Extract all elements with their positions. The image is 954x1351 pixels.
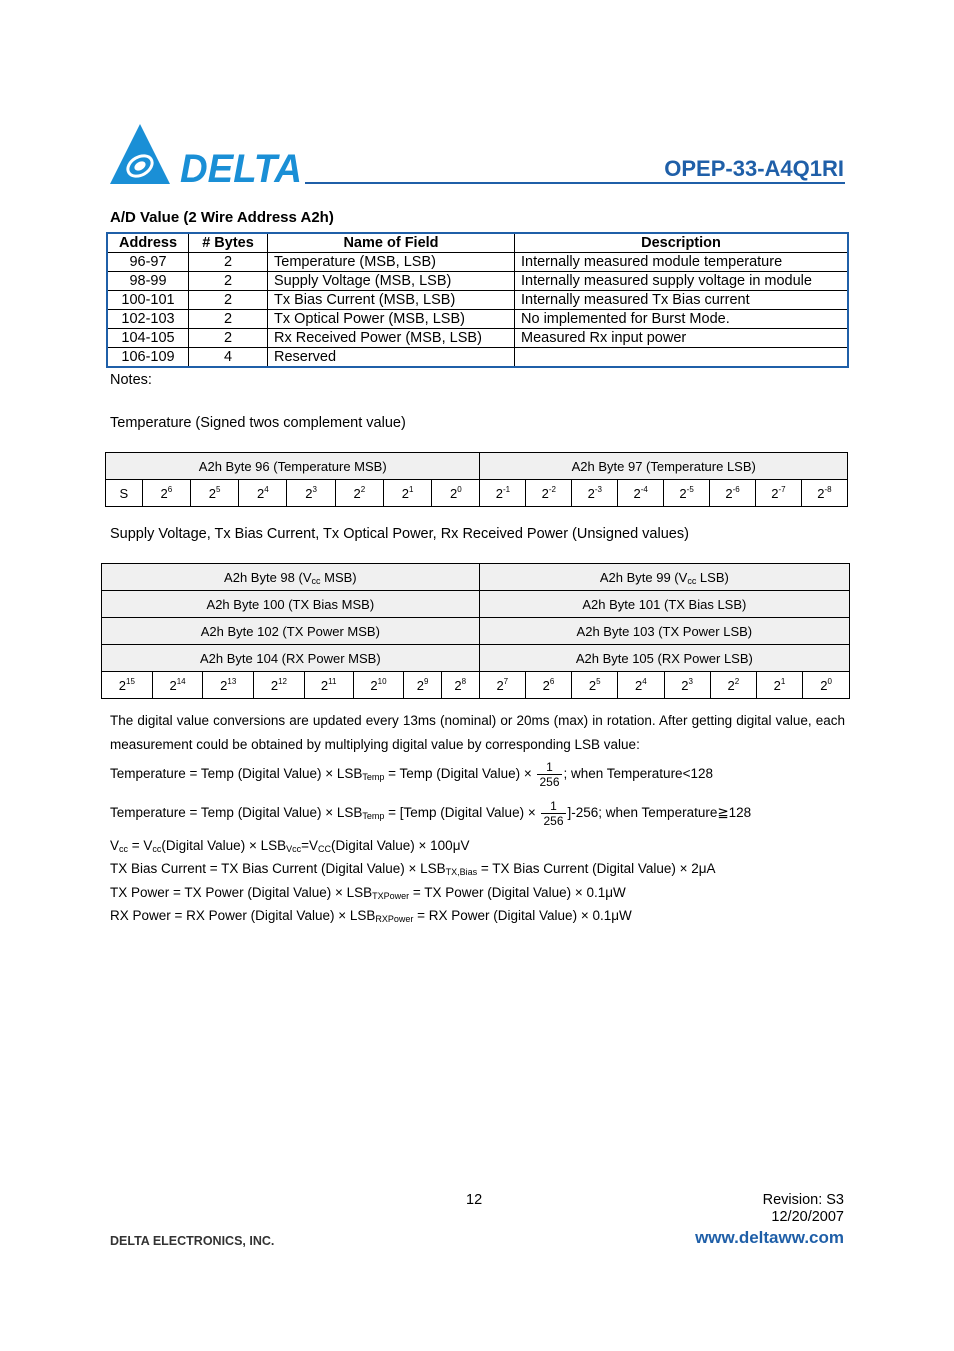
- bytes-cell: 2: [189, 253, 268, 272]
- byte-header-row: [106, 453, 848, 480]
- table-row: [107, 310, 848, 329]
- bit-cell: $2^5$: [191, 480, 239, 507]
- column-header: Address: [107, 233, 189, 253]
- bit-cell: $2^6$: [525, 672, 571, 699]
- table-row: [107, 329, 848, 348]
- rx-power-lsb-header: A2h Byte 105 (RX Power LSB): [479, 645, 849, 672]
- ad-value-table: [106, 232, 849, 368]
- vcc-equation: $V_{cc}$ = $V_{cc}(Digital$ Value) × $LSB_{Vcc}=V_{CC}(Digital$ Value) × 100μV: [110, 838, 470, 854]
- bit-cell: $2^0$: [803, 672, 850, 699]
- field-name-cell: Temperature (MSB, LSB): [268, 253, 515, 272]
- logo-wordmark: DELTA: [180, 147, 302, 186]
- bit-cell: $2^{14}$: [152, 672, 203, 699]
- vcc-lsb-header: A2h Byte 99 ($V_{cc}$ LSB): [479, 564, 849, 591]
- temperature-equation-2: Temperature = Temp (Digital Value) × $LSB_{Temp}$ = [Temp (Digital Value) × $\frac{1}{256}$ ]-256; when Temperature≧128: [110, 799, 752, 828]
- field-name-cell: Tx Bias Current (MSB, LSB): [268, 291, 515, 310]
- bit-row: [102, 672, 850, 699]
- bytes-cell: 2: [189, 272, 268, 291]
- section-title: A/D Value (2 Wire Address A2h): [110, 209, 334, 226]
- bit-cell: $2^{-3}$: [572, 480, 618, 507]
- bit-cell: $2^6$: [142, 480, 190, 507]
- rx-power-msb-header: A2h Byte 104 (RX Power MSB): [102, 645, 480, 672]
- temperature-bit-table: [105, 452, 848, 507]
- header-rule: [305, 182, 845, 184]
- website-link[interactable]: www.deltaww.com: [695, 1228, 844, 1247]
- page-number: 12: [466, 1192, 483, 1208]
- temperature-lsb-header: A2h Byte 97 (Temperature LSB): [480, 453, 848, 480]
- description-cell: No implemented for Burst Mode.: [515, 310, 849, 329]
- fraction: $\frac{1}{256}$: [543, 799, 564, 828]
- revision-label: Revision: S3: [762, 1192, 844, 1208]
- tx-power-msb-header: A2h Byte 102 (TX Power MSB): [102, 618, 480, 645]
- bit-cell: $2^{11}$: [304, 672, 353, 699]
- field-name-cell: Supply Voltage (MSB, LSB): [268, 272, 515, 291]
- address-cell: 100-101: [107, 291, 189, 310]
- bit-cell: $2^9$: [404, 672, 441, 699]
- bit-cell: $2^{-2}$: [526, 480, 572, 507]
- temperature-msb-header: A2h Byte 96 (Temperature MSB): [106, 453, 480, 480]
- table-header-row: [107, 233, 848, 253]
- description-cell: [515, 348, 849, 368]
- column-header: # Bytes: [189, 233, 268, 253]
- bit-cell: $2^0$: [432, 480, 480, 507]
- address-cell: 106-109: [107, 348, 189, 368]
- field-name-cell: Tx Optical Power (MSB, LSB): [268, 310, 515, 329]
- description-cell: Measured Rx input power: [515, 329, 849, 348]
- bit-cell: $2^3$: [287, 480, 335, 507]
- table-row: [107, 272, 848, 291]
- bit-cell: $2^8$: [441, 672, 479, 699]
- bit-row: [106, 480, 848, 507]
- tx-power-equation: TX Power = TX Power (Digital Value) × $LSB_{TXPower}$ = TX Power (Digital Value) × 0.1μW: [110, 885, 626, 901]
- company-name: DELTA ELECTRONICS, INC.: [110, 1234, 275, 1248]
- bit-cell: $2^5$: [572, 672, 618, 699]
- bit-cell: $2^2$: [335, 480, 383, 507]
- rx-power-equation: RX Power = RX Power (Digital Value) × $LSB_{RXPower}$ = RX Power (Digital Value) × 0.1μW: [110, 908, 632, 924]
- field-name-cell: Reserved: [268, 348, 515, 368]
- column-header: Description: [515, 233, 849, 253]
- bit-cell: $2^1$: [756, 672, 802, 699]
- delta-logo: [110, 124, 305, 186]
- description-cell: Internally measured module temperature: [515, 253, 849, 272]
- byte-header-row: [102, 645, 850, 672]
- address-cell: 102-103: [107, 310, 189, 329]
- tx-power-lsb-header: A2h Byte 103 (TX Power LSB): [479, 618, 849, 645]
- table-row: [107, 348, 848, 368]
- bit-cell: $2^{-1}$: [480, 480, 526, 507]
- description-cell: Internally measured supply voltage in module: [515, 272, 849, 291]
- byte-header-row: [102, 618, 850, 645]
- bit-cell: $2^{-6}$: [710, 480, 756, 507]
- bit-cell: $2^4$: [239, 480, 287, 507]
- temperature-label: Temperature (Signed twos complement value): [110, 415, 406, 431]
- byte-header-row: [102, 591, 850, 618]
- bit-cell: $2^7$: [479, 672, 525, 699]
- notes-label: Notes:: [110, 372, 152, 388]
- bit-cell: $2^{-8}$: [801, 480, 847, 507]
- field-name-cell: Rx Received Power (MSB, LSB): [268, 329, 515, 348]
- bytes-cell: 2: [189, 329, 268, 348]
- bit-cell: $2^{13}$: [203, 672, 254, 699]
- temperature-equation-1: Temperature = Temp (Digital Value) × $LSB_{Temp}$ = Temp (Digital Value) × $\frac{1}{256}$ ; when Temperature<128: [110, 760, 713, 789]
- bit-cell: $2^{-7}$: [755, 480, 801, 507]
- bit-cell: S: [106, 480, 143, 507]
- bit-cell: $2^{-5}$: [664, 480, 710, 507]
- table-row: [107, 253, 848, 272]
- address-cell: 104-105: [107, 329, 189, 348]
- vcc-msb-header: A2h Byte 98 ($V_{cc}$ MSB): [102, 564, 480, 591]
- description-cell: Internally measured Tx Bias current: [515, 291, 849, 310]
- unsigned-values-label: Supply Voltage, Tx Bias Current, Tx Optical Power, Rx Received Power (Unsigned values): [110, 526, 689, 542]
- unsigned-bit-table: [101, 563, 850, 699]
- bit-cell: $2^{15}$: [102, 672, 153, 699]
- fraction: $\frac{1}{256}$: [539, 760, 560, 789]
- revision-date: 12/20/2007: [771, 1209, 844, 1225]
- address-cell: 98-99: [107, 272, 189, 291]
- bit-cell: $2^3$: [664, 672, 710, 699]
- model-number: OPEP-33-A4Q1RI: [664, 156, 844, 181]
- bytes-cell: 2: [189, 310, 268, 329]
- bytes-cell: 2: [189, 291, 268, 310]
- bit-cell: $2^2$: [710, 672, 756, 699]
- column-header: Name of Field: [268, 233, 515, 253]
- bit-cell: $2^4$: [618, 672, 664, 699]
- bit-cell: $2^{-4}$: [618, 480, 664, 507]
- byte-header-row: [102, 564, 850, 591]
- tx-bias-msb-header: A2h Byte 100 (TX Bias MSB): [102, 591, 480, 618]
- bytes-cell: 4: [189, 348, 268, 368]
- bit-cell: $2^1$: [383, 480, 431, 507]
- address-cell: 96-97: [107, 253, 189, 272]
- table-row: [107, 291, 848, 310]
- tx-bias-lsb-header: A2h Byte 101 (TX Bias LSB): [479, 591, 849, 618]
- bit-cell: $2^{12}$: [254, 672, 305, 699]
- bit-cell: $2^{10}$: [353, 672, 404, 699]
- conversion-paragraph: The digital value conversions are updated every 13ms (nominal) or 20ms (max) in rotation. After getting digital value, each measurement could be obtained by multiplying digital value by corresponding LSB value:: [110, 713, 845, 752]
- tx-bias-equation: TX Bias Current = TX Bias Current (Digital Value) × $LSB_{TX,Bias}$ = TX Bias Current (Digital Value) × 2μA: [110, 861, 716, 877]
